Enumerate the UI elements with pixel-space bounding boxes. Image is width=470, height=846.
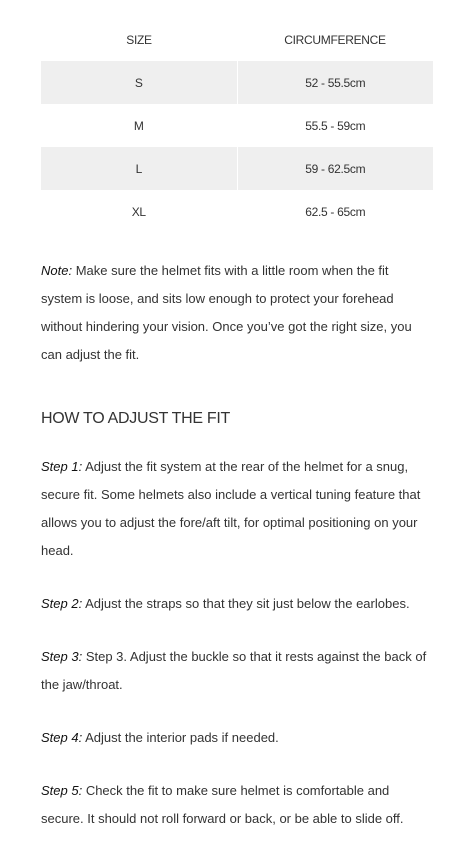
size-guide-content [41, 0, 433, 846]
step-4 [41, 724, 433, 752]
size-cell: M [133, 118, 144, 133]
step-label: Step 5: [41, 783, 83, 798]
table-row [41, 104, 433, 147]
circumference-cell: 62.5 - 65cm [237, 190, 433, 233]
circumference-cell: 59 - 62.5cm [237, 147, 433, 190]
size-cell: L [41, 147, 237, 190]
table-row [41, 147, 433, 190]
size-chart-table [41, 18, 433, 233]
table-header-row [41, 18, 433, 61]
step-text: Adjust the straps so that they sit just below the earlobes. [82, 596, 410, 611]
note-text: Make sure the helmet fits with a little room when the fit system is loose, and sits low enough to protect your forehead without hindering your vision. Once you’ve got the right size, you can adjust the fit. [41, 263, 412, 362]
size-cell: XL [131, 204, 146, 219]
step-label: Step 4: [41, 730, 83, 745]
step-3 [41, 643, 433, 699]
adjust-fit-heading: HOW TO ADJUST THE FIT [41, 410, 230, 427]
step-label: Step 2: [41, 596, 83, 611]
size-cell: S [41, 61, 237, 104]
note-label: Note: [41, 263, 73, 278]
fit-note [41, 257, 433, 369]
table-row [41, 190, 433, 233]
step-5 [41, 777, 433, 833]
step-text: Check the fit to make sure helmet is comfortable and secure. It should not roll forward or back, or be able to slide off. [41, 783, 404, 826]
step-label: Step 1: [41, 459, 83, 474]
step-text: Adjust the interior pads if needed. [82, 730, 279, 745]
step-text: Adjust the fit system at the rear of the helmet for a snug, secure fit. Some helmets also include a vertical tuning feature that allows you to adjust the fore/aft tilt, for optimal positioning on your head. [41, 459, 421, 558]
table-row [41, 61, 433, 104]
step-1 [41, 453, 433, 565]
step-text: Step 3. Adjust the buckle so that it rests against the back of the jaw/throat. [41, 649, 427, 692]
step-2 [41, 590, 433, 618]
size-column-header: SIZE [126, 32, 152, 47]
circumference-column-header: CIRCUMFERENCE [284, 32, 386, 47]
circumference-cell: 52 - 55.5cm [237, 61, 433, 104]
circumference-cell: 55.5 - 59cm [237, 104, 433, 147]
step-label: Step 3: [41, 649, 83, 664]
